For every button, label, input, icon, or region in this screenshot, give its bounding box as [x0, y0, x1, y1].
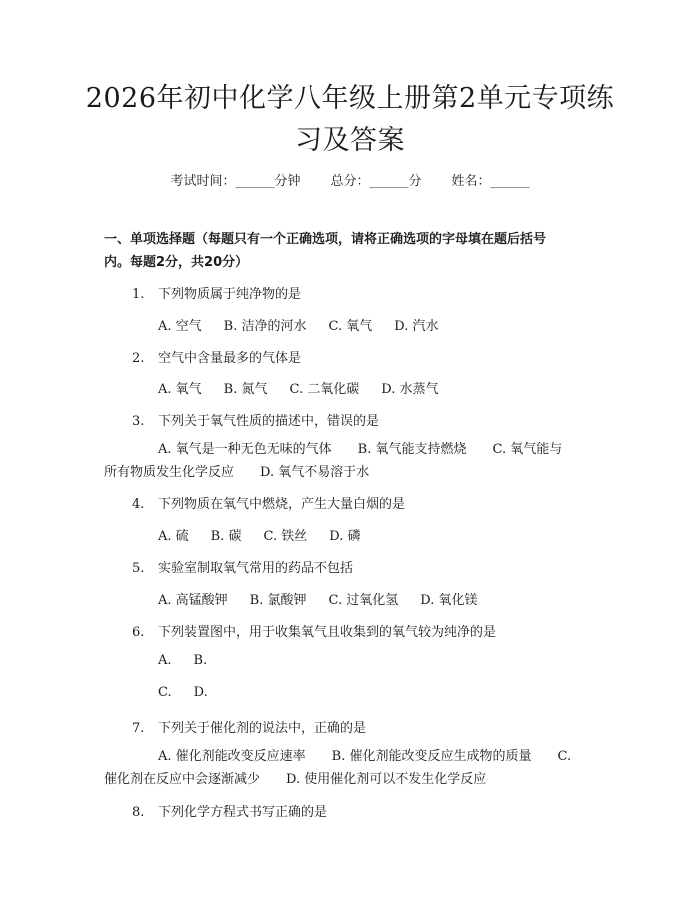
option-d: D. 氧化镁 — [420, 593, 478, 608]
exam-time: 考试时间：______分钟 — [170, 174, 301, 189]
option-c: C. 过氧化氢 — [328, 593, 399, 608]
exam-info — [0, 170, 700, 189]
option-d: D. 氧气不易溶于水 — [260, 465, 370, 480]
question-text: 实验室制取氧气常用的药品不包括 — [158, 561, 354, 576]
option-b: B. 催化剂能改变反应生成物的质量 — [331, 749, 532, 764]
section-heading-line-1: 一、单项选择题（每题只有一个正确选项，请将正确选项的字母填在题后括号 — [104, 232, 547, 247]
option-c: C. — [158, 685, 172, 700]
option-d: D. 水蒸气 — [381, 382, 439, 397]
option-a: A. 硫 — [158, 529, 189, 544]
question-text: 空气中含量最多的气体是 — [158, 351, 302, 366]
option-b: B. 洁净的河水 — [223, 319, 307, 334]
student-name: 姓名：______ — [451, 174, 530, 189]
title-line-2: 习及答案 — [295, 125, 405, 156]
option-c: C. 氧气能与 — [492, 442, 563, 457]
question-2-options — [158, 378, 460, 397]
question-3-options — [104, 438, 604, 484]
question-1 — [132, 283, 301, 302]
option-a: A. — [158, 653, 172, 668]
question-text: 下列物质在氧气中燃烧，产生大量白烟的是 — [158, 497, 406, 512]
option-b: B. 氮气 — [223, 382, 268, 397]
question-4-options — [158, 525, 382, 544]
option-b: B. — [193, 653, 208, 668]
question-number: 8. — [132, 805, 145, 820]
option-c-continued: 所有物质发生化学反应 — [104, 465, 235, 480]
title-line-1: 2026年初中化学八年级上册第2单元专项练 — [85, 83, 615, 114]
question-6 — [132, 621, 496, 640]
question-3 — [132, 410, 379, 429]
question-number: 5. — [132, 561, 145, 576]
option-d: D. 使用催化剂可以不发生化学反应 — [286, 772, 487, 787]
option-a: A. 催化剂能改变反应速率 — [158, 749, 306, 764]
question-7-options — [104, 745, 604, 791]
question-number: 7. — [132, 721, 145, 736]
question-number: 4. — [132, 497, 145, 512]
question-6-options-row-1 — [158, 653, 229, 668]
question-6-options-row-2 — [158, 685, 230, 700]
option-a: A. 氧气是一种无色无味的气体 — [158, 442, 332, 457]
question-5-options — [158, 589, 499, 608]
question-2 — [132, 347, 301, 366]
total-score: 总分：______分 — [330, 174, 422, 189]
option-d: D. 磷 — [329, 529, 361, 544]
question-number: 3. — [132, 414, 145, 429]
question-7 — [132, 717, 366, 736]
option-c: C. — [557, 749, 572, 764]
question-text: 下列化学方程式书写正确的是 — [158, 805, 328, 820]
option-b: B. 氧气能支持燃烧 — [357, 442, 467, 457]
option-a: A. 高锰酸钾 — [158, 593, 228, 608]
question-text: 下列物质属于纯净物的是 — [158, 287, 302, 302]
option-d: D. 汽水 — [394, 319, 439, 334]
option-c-continued: 催化剂在反应中会逐渐减少 — [104, 772, 261, 787]
option-c: C. 氧气 — [328, 319, 373, 334]
option-b: B. 碳 — [210, 529, 242, 544]
question-text: 下列装置图中，用于收集氧气且收集到的氧气较为纯净的是 — [158, 625, 497, 640]
question-text: 下列关于氧气性质的描述中，错误的是 — [158, 414, 380, 429]
question-number: 6. — [132, 625, 145, 640]
question-5 — [132, 557, 353, 576]
option-a: A. 空气 — [158, 319, 202, 334]
question-8 — [132, 801, 327, 820]
option-c: C. 铁丝 — [263, 529, 308, 544]
question-number: 2. — [132, 351, 145, 366]
option-d: D. — [193, 685, 208, 700]
option-b: B. 氯酸钾 — [249, 593, 307, 608]
option-c: C. 二氧化碳 — [289, 382, 360, 397]
question-number: 1. — [132, 287, 145, 302]
question-4 — [132, 493, 405, 512]
question-1-options — [158, 315, 460, 334]
question-text: 下列关于催化剂的说法中，正确的是 — [158, 721, 367, 736]
section-heading-line-2: 内。每题2分，共20分） — [104, 255, 249, 270]
document-title — [80, 78, 620, 162]
option-a: A. 氧气 — [158, 382, 202, 397]
section-heading — [104, 228, 604, 274]
